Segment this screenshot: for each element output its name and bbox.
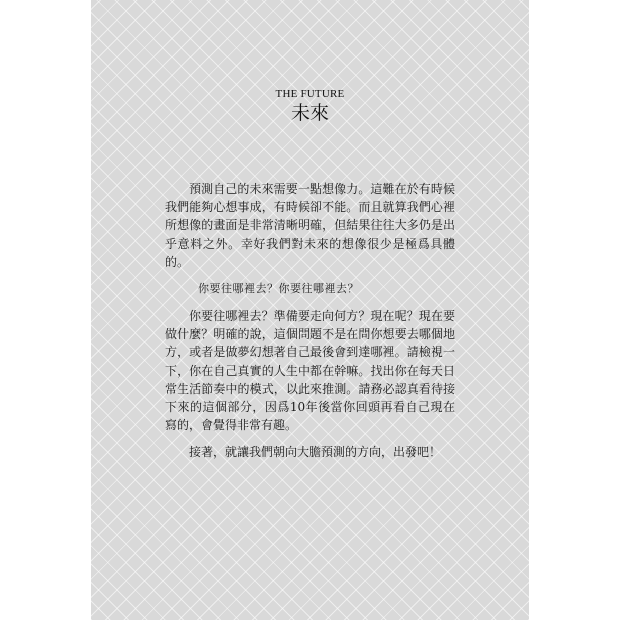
section-subheading: 你要往哪裡去？你要往哪裡去？	[198, 282, 359, 296]
chapter-title-english: THE FUTURE	[275, 88, 345, 100]
page-body	[165, 180, 455, 462]
chapter-heading	[91, 88, 529, 125]
book-page	[91, 0, 529, 620]
chapter-title-chinese: 未來	[290, 102, 329, 124]
paragraph-closing: 接著，就讓我們朝向大膽預測的方向，出發吧！	[189, 445, 442, 460]
paragraph-intro: 預測自己的未來需要一點想像力。這難在於有時候我們能夠心想事成，有時候卻不能。而且就算我們心裡所想像的畫面是非常清晰明確，但結果往往大多仍是出乎意料之外。幸好我們對未來的想像很少是極爲具體的。	[165, 182, 455, 269]
paragraph-question: 你要往哪裡去？準備要走向何方？現在呢？現在要做什麼？明確的說，這個問題不是在問你想要去哪個地方，或者是做夢幻想著自己最後會到達哪裡。請檢視一下，你在自己真實的人生中都在幹嘛。找出你在每天日常生活節奏中的模式，以此來推測。請務必認真看待接下來的這個部分，因爲10年後當你回頭再看自己現在寫的，會覺得非常有趣。	[165, 309, 455, 433]
